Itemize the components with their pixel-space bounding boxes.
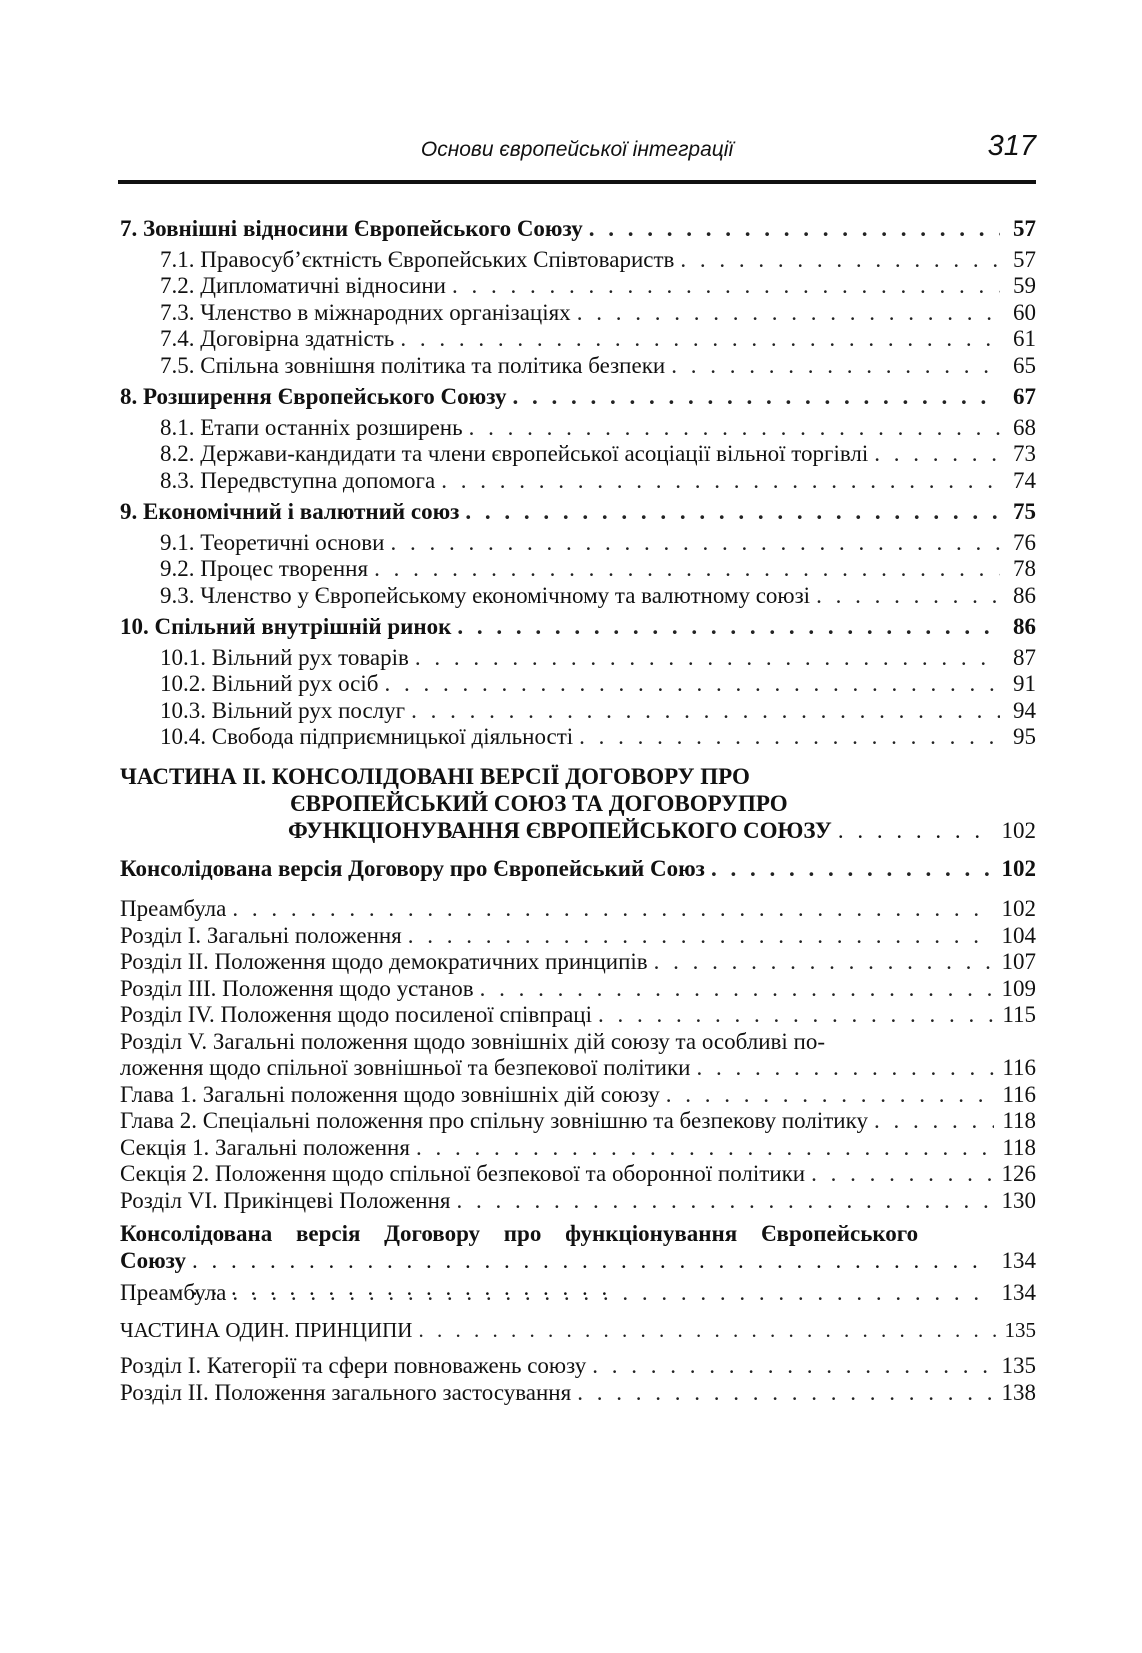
- toc-teu-item-10[interactable]: Секція 2. Положення щодо спільної безпекової та оборонної політики . . . 126: [120, 1161, 1036, 1188]
- toc-item-8-2[interactable]: 8.2. Держави-кандидати та члени європейської асоціації вільної торгівлі . . . 73: [120, 441, 1036, 468]
- page-header: [118, 128, 1036, 184]
- toc-tfeu-title[interactable]: Консолідована версія Договору про функціонування Європейського Союзу . . . 134: [120, 1220, 1036, 1274]
- toc-teu-item-1[interactable]: Преамбула . . . 102: [120, 896, 1036, 923]
- toc-section-7[interactable]: 7. Зовнішні відносини Європейського Союзу . . . 57: [120, 216, 1036, 243]
- running-title: Основи європейської інтеграції: [420, 138, 734, 161]
- toc-teu-item-4[interactable]: Розділ ІІІ. Положення щодо установ . . . 109: [120, 976, 1036, 1003]
- toc-item-9-1[interactable]: 9.1. Теоретичні основи . . . 76: [120, 530, 1036, 557]
- part-2-line-2: ЄВРОПЕЙСЬКИЙ СОЮЗ ТА ДОГОВОРУПРО: [290, 790, 788, 816]
- toc-part-2[interactable]: [120, 763, 1036, 844]
- toc-item-7-3[interactable]: 7.3. Членство в міжнародних організаціях . . . 60: [120, 300, 1036, 327]
- toc-item-8-1[interactable]: 8.1. Етапи останніх розширень . . . 68: [120, 415, 1036, 442]
- toc-item-7-1[interactable]: 7.1. Правосуб’єктність Європейських Співтовариств . . . 57: [120, 247, 1036, 274]
- toc-tfeu-item-2[interactable]: Розділ ІІ. Положення загального застосування . . . 138: [120, 1380, 1036, 1407]
- toc-item-8-3[interactable]: 8.3. Передвступна допомога . . . 74: [120, 468, 1036, 495]
- page-number: 317: [987, 130, 1036, 162]
- part-2-line-3: ФУНКЦІОНУВАННЯ ЄВРОПЕЙСЬКОГО СОЮЗУ . . . 102: [120, 817, 1036, 844]
- toc-tfeu-item-1[interactable]: Розділ І. Категорії та сфери повноважень союзу . . . 135: [120, 1353, 1036, 1380]
- toc-teu-item-5[interactable]: Розділ IV. Положення щодо посиленої співпраці . . . 115: [120, 1002, 1036, 1029]
- toc-teu-item-11[interactable]: Розділ VI. Прикінцеві Положення . . . 130: [120, 1188, 1036, 1215]
- toc-teu-item-7[interactable]: Глава 1. Загальні положення щодо зовнішніх дій союзу . . . 116: [120, 1082, 1036, 1109]
- toc-teu-title[interactable]: Консолідована версія Договору про Європейський Союз . . . 102: [120, 856, 1036, 883]
- toc-teu-item-6[interactable]: Розділ V. Загальні положення щодо зовнішніх дій союзу та особливі по- ложення щодо спільної зовнішньої та безпекової політики . . . 116: [120, 1029, 1036, 1082]
- toc-teu-item-9[interactable]: Секція 1. Загальні положення . . . 118: [120, 1135, 1036, 1162]
- toc-section-8[interactable]: 8. Розширення Європейського Союзу . . . 67: [120, 384, 1036, 411]
- toc-teu-item-8[interactable]: Глава 2. Спеціальні положення про спільну зовнішню та безпекову політику . . . 118: [120, 1108, 1036, 1135]
- toc-tfeu-part-1[interactable]: ЧАСТИНА ОДИН. ПРИНЦИПИ . . . 135: [120, 1317, 1036, 1344]
- toc-item-10-1[interactable]: 10.1. Вільний рух товарів . . . 87: [120, 645, 1036, 672]
- toc-section-9[interactable]: 9. Економічний і валютний союз . . . 75: [120, 499, 1036, 526]
- toc-section-10[interactable]: 10. Спільний внутрішній ринок . . . 86: [120, 614, 1036, 641]
- part-2-line-1: ЧАСТИНА ІІ. КОНСОЛІДОВАНІ ВЕРСІЇ ДОГОВОРУ ПРО: [120, 763, 750, 789]
- toc-item-7-2[interactable]: 7.2. Дипломатичні відносини . . . 59: [120, 273, 1036, 300]
- toc-item-10-2[interactable]: 10.2. Вільний рух осіб . . . 91: [120, 671, 1036, 698]
- toc-item-7-4[interactable]: 7.4. Договірна здатність . . . 61: [120, 326, 1036, 353]
- toc-teu-item-3[interactable]: Розділ ІІ. Положення щодо демократичних принципів . . . 107: [120, 949, 1036, 976]
- toc-item-7-5[interactable]: 7.5. Спільна зовнішня політика та політика безпеки . . . 65: [120, 353, 1036, 380]
- toc-item-9-3[interactable]: 9.3. Членство у Європейському економічному та валютному союзі . . . 86: [120, 583, 1036, 610]
- toc-item-10-4[interactable]: 10.4. Свобода підприємницької діяльності . . . 95: [120, 724, 1036, 751]
- toc-teu-item-2[interactable]: Розділ І. Загальні положення . . . 104: [120, 923, 1036, 950]
- toc-item-10-3[interactable]: 10.3. Вільний рух послуг . . . 94: [120, 698, 1036, 725]
- toc-item-9-2[interactable]: 9.2. Процес творення . . . 78: [120, 556, 1036, 583]
- toc-tfeu-preamble[interactable]: Преамбула . . . 134: [120, 1280, 1036, 1307]
- table-of-contents: [120, 216, 1036, 1406]
